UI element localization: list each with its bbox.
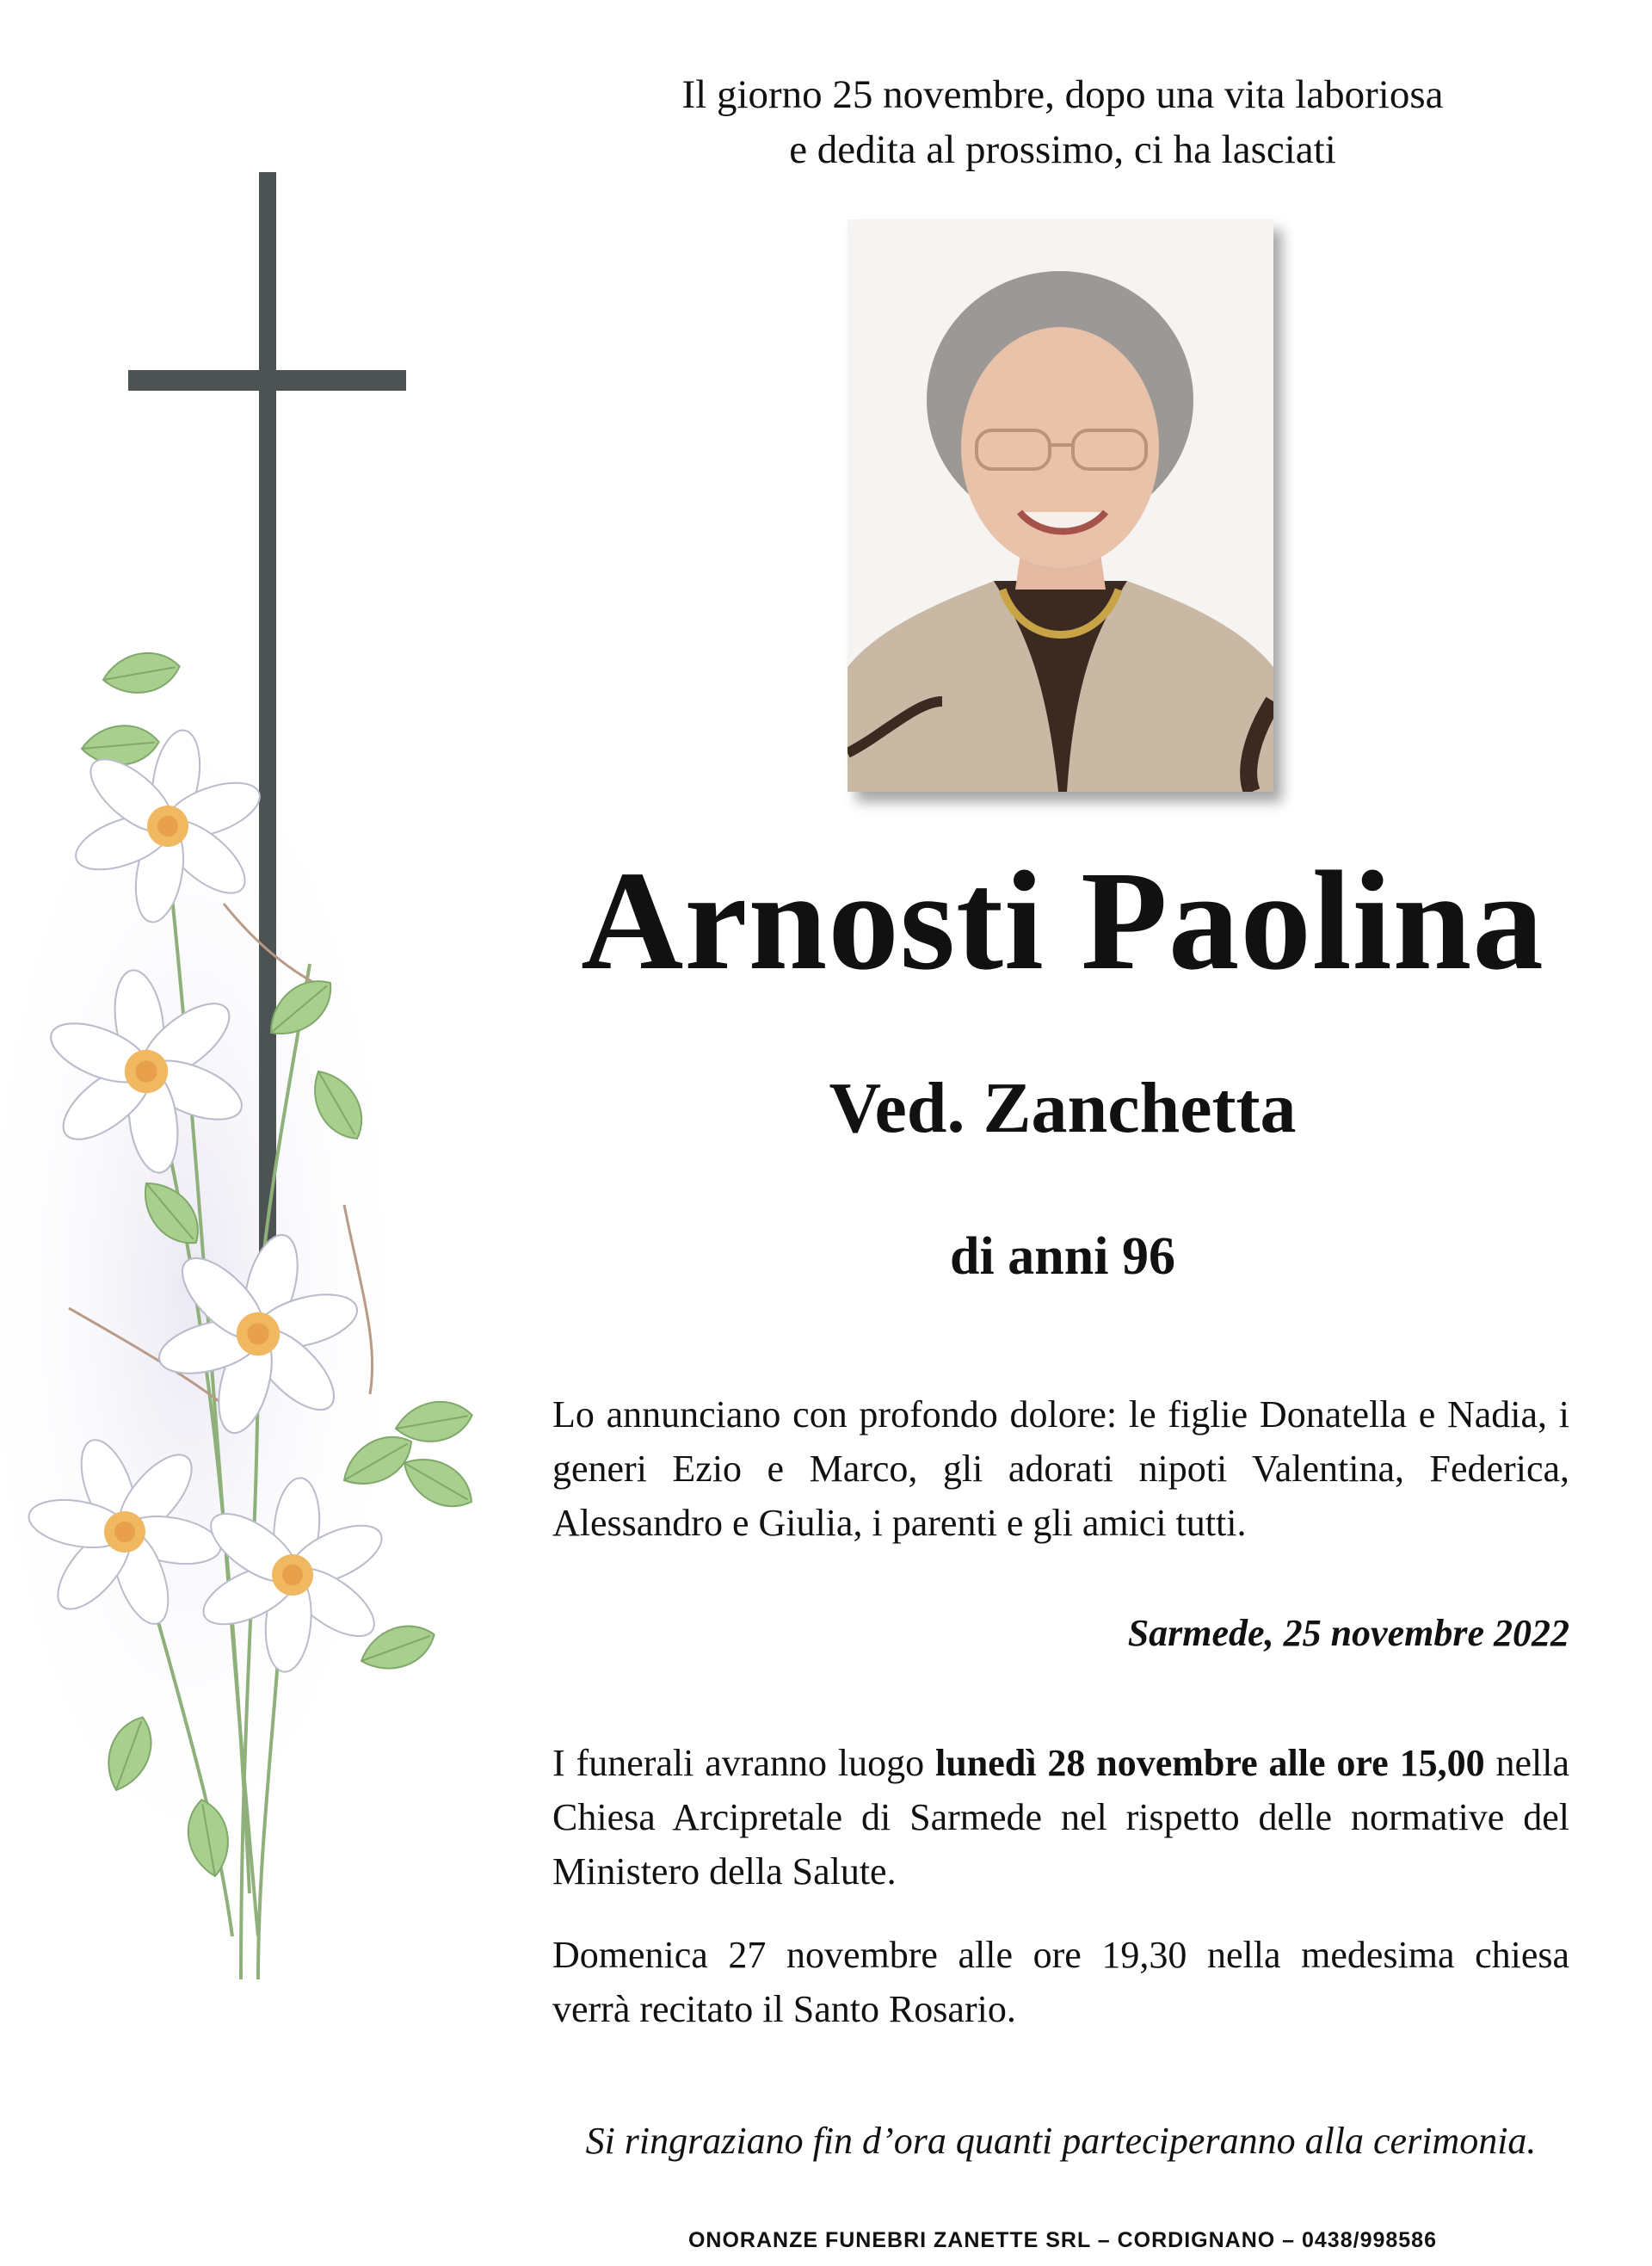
place-and-date: Sarmede, 25 novembre 2022 bbox=[1127, 1612, 1569, 1654]
funeral-home-footer: ONORANZE FUNEBRI ZANETTE SRL – CORDIGNANO – 0438/998586 bbox=[687, 2228, 1437, 2252]
age: di anni 96 bbox=[950, 1227, 1175, 1286]
portrait-photo bbox=[848, 219, 1273, 792]
announcement-paragraph: Lo annunciano con profondo dolore: le figlie Donatella e Nadia, i generi Ezio e Marco, gli adorati nipoti Valentina, Federica, Alessandro e Giulia, i parenti e gli amici tutti. bbox=[552, 1393, 1569, 1544]
thanks-line: Si ringraziano fin d’ora quanti parteciperanno alla cerimonia. bbox=[585, 2120, 1537, 2162]
intro-line-2: e dedita al prossimo, ci ha lasciati bbox=[789, 127, 1336, 172]
funeral-text-before: I funerali avranno luogo bbox=[552, 1742, 936, 1784]
intro-line-1: Il giorno 25 novembre, dopo una vita laboriosa bbox=[681, 72, 1444, 117]
intro-text bbox=[559, 67, 1566, 177]
funeral-date-time: lunedì 28 novembre alle ore 15,00 bbox=[935, 1742, 1485, 1784]
widow-of: Ved. Zanchetta bbox=[829, 1068, 1297, 1148]
cross-and-flowers-decoration bbox=[0, 0, 551, 2266]
funeral-text-after: nella Chiesa Arcipretale di Sarmede nel rispetto delle normative del Ministero della Salute. bbox=[552, 1742, 1569, 1892]
deceased-name: Arnosti Paolina bbox=[581, 842, 1544, 999]
rosary-paragraph: Domenica 27 novembre alle ore 19,30 nella medesima chiesa verrà recitato il Santo Rosario. bbox=[552, 1934, 1569, 2030]
funeral-paragraph bbox=[552, 1736, 1569, 1899]
